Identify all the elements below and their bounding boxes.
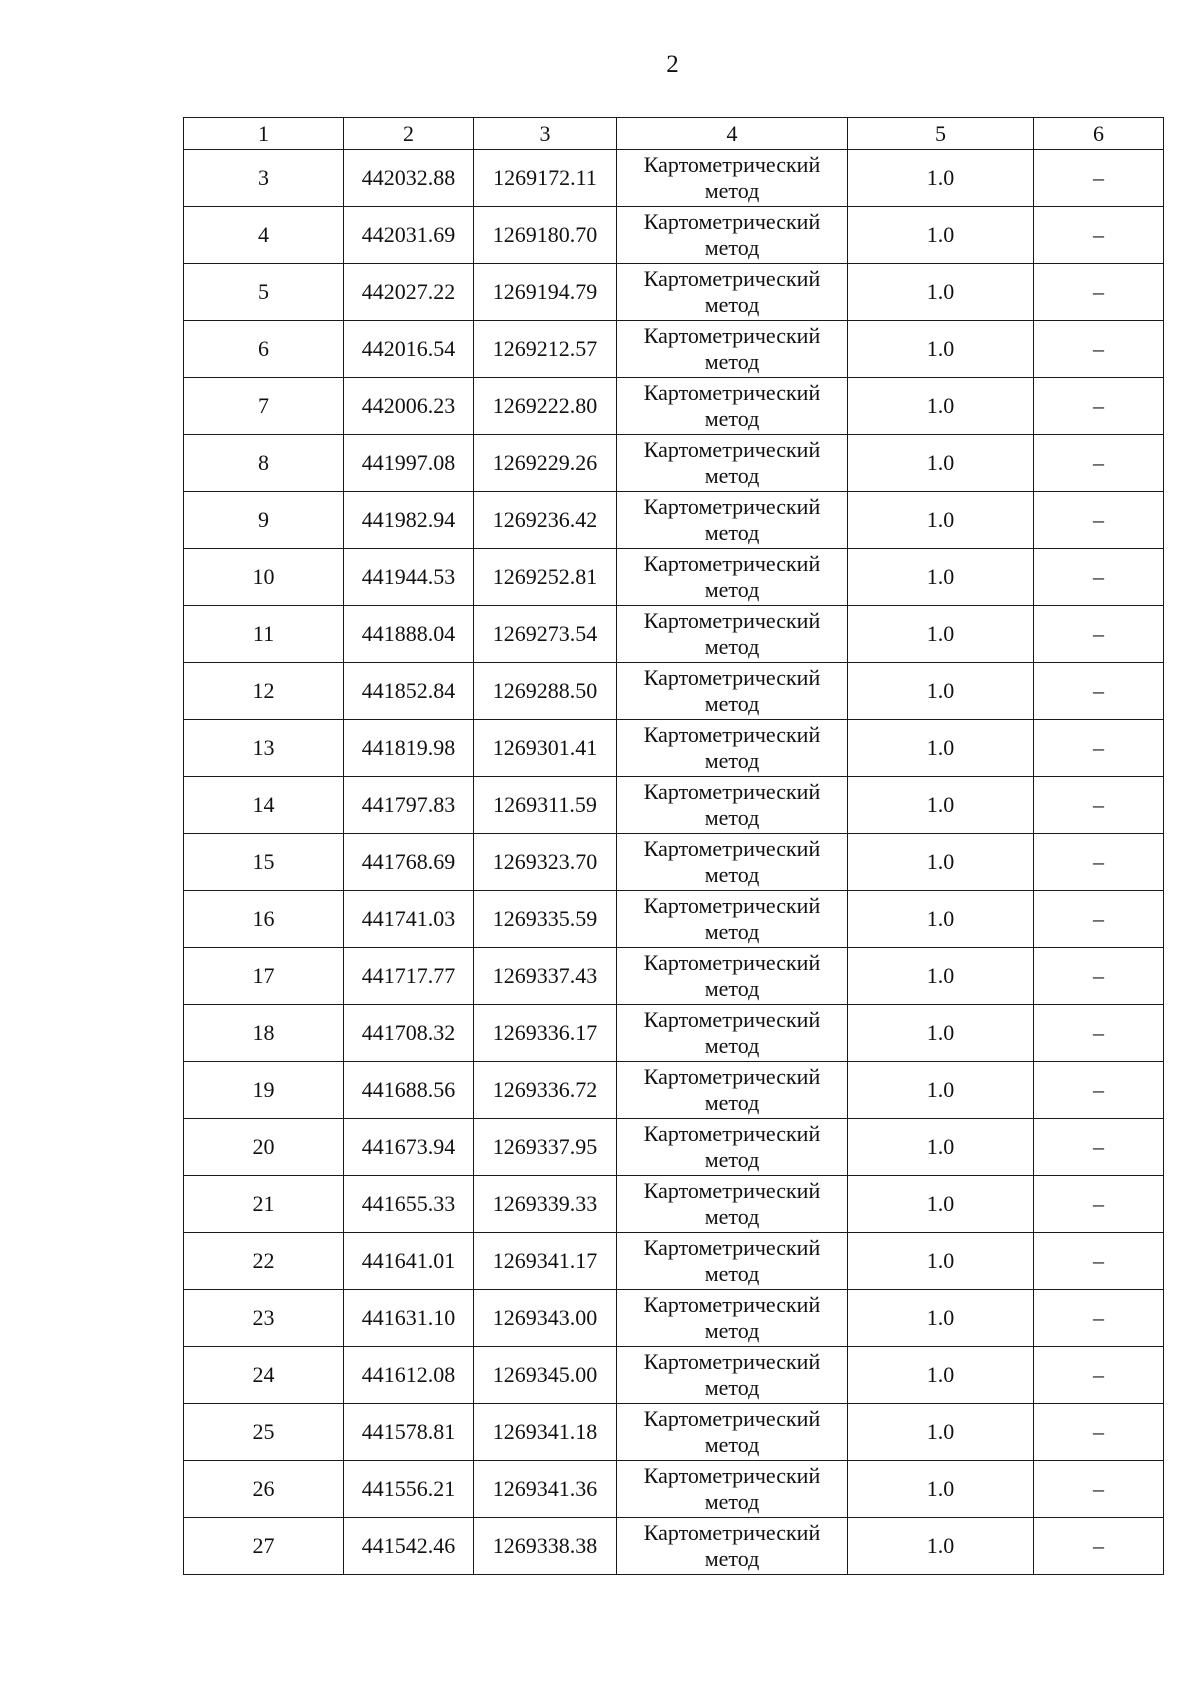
note-cell: –	[1034, 663, 1164, 720]
method-line: Картометрический	[643, 1007, 821, 1032]
y-coordinate-cell: 1269336.72	[474, 1062, 617, 1119]
point-number-cell: 7	[184, 378, 344, 435]
method-cell	[617, 1062, 848, 1119]
point-number-cell: 20	[184, 1119, 344, 1176]
method-line: Картометрический	[643, 1520, 821, 1545]
method-cell	[617, 834, 848, 891]
method-line: метод	[704, 463, 760, 488]
method-line: Картометрический	[643, 266, 821, 291]
note-cell: –	[1034, 606, 1164, 663]
table-row	[184, 777, 1164, 834]
table-row	[184, 207, 1164, 264]
y-coordinate-cell: 1269343.00	[474, 1290, 617, 1347]
accuracy-cell: 1.0	[848, 1290, 1034, 1347]
table-row	[184, 1518, 1164, 1575]
table-row	[184, 1290, 1164, 1347]
point-number-cell: 6	[184, 321, 344, 378]
x-coordinate-cell: 441578.81	[344, 1404, 474, 1461]
x-coordinate-cell: 441556.21	[344, 1461, 474, 1518]
column-header-5: 5	[848, 118, 1034, 150]
note-cell: –	[1034, 1461, 1164, 1518]
x-coordinate-cell: 441612.08	[344, 1347, 474, 1404]
table-row	[184, 435, 1164, 492]
point-number-cell: 22	[184, 1233, 344, 1290]
method-line: Картометрический	[643, 1463, 821, 1488]
method-line: Картометрический	[643, 950, 821, 975]
table-row	[184, 378, 1164, 435]
y-coordinate-cell: 1269337.95	[474, 1119, 617, 1176]
method-cell	[617, 207, 848, 264]
method-line: метод	[704, 1546, 760, 1571]
point-number-cell: 16	[184, 891, 344, 948]
note-cell: –	[1034, 1176, 1164, 1233]
x-coordinate-cell: 441982.94	[344, 492, 474, 549]
table-row	[184, 1404, 1164, 1461]
method-cell	[617, 1518, 848, 1575]
note-cell: –	[1034, 834, 1164, 891]
table-row	[184, 663, 1164, 720]
accuracy-cell: 1.0	[848, 1461, 1034, 1518]
method-line: метод	[704, 1489, 760, 1514]
point-number-cell: 17	[184, 948, 344, 1005]
y-coordinate-cell: 1269339.33	[474, 1176, 617, 1233]
method-cell	[617, 1119, 848, 1176]
point-number-cell: 18	[184, 1005, 344, 1062]
table-row	[184, 948, 1164, 1005]
method-line: метод	[704, 1318, 760, 1343]
accuracy-cell: 1.0	[848, 264, 1034, 321]
note-cell: –	[1034, 1518, 1164, 1575]
x-coordinate-cell: 441542.46	[344, 1518, 474, 1575]
column-header-4: 4	[617, 118, 848, 150]
point-number-cell: 8	[184, 435, 344, 492]
accuracy-cell: 1.0	[848, 150, 1034, 207]
point-number-cell: 23	[184, 1290, 344, 1347]
accuracy-cell: 1.0	[848, 834, 1034, 891]
x-coordinate-cell: 441655.33	[344, 1176, 474, 1233]
note-cell: –	[1034, 321, 1164, 378]
method-line: Картометрический	[643, 1349, 821, 1374]
table-row	[184, 150, 1164, 207]
y-coordinate-cell: 1269273.54	[474, 606, 617, 663]
y-coordinate-cell: 1269222.80	[474, 378, 617, 435]
x-coordinate-cell: 442032.88	[344, 150, 474, 207]
table-row	[184, 1176, 1164, 1233]
accuracy-cell: 1.0	[848, 549, 1034, 606]
accuracy-cell: 1.0	[848, 948, 1034, 1005]
accuracy-cell: 1.0	[848, 1233, 1034, 1290]
method-line: метод	[704, 577, 760, 602]
table-row	[184, 720, 1164, 777]
note-cell: –	[1034, 1290, 1164, 1347]
method-cell	[617, 1290, 848, 1347]
x-coordinate-cell: 441797.83	[344, 777, 474, 834]
x-coordinate-cell: 442027.22	[344, 264, 474, 321]
method-cell	[617, 549, 848, 606]
y-coordinate-cell: 1269194.79	[474, 264, 617, 321]
table-row	[184, 1233, 1164, 1290]
point-number-cell: 13	[184, 720, 344, 777]
method-cell	[617, 321, 848, 378]
method-line: метод	[704, 178, 760, 203]
x-coordinate-cell: 441888.04	[344, 606, 474, 663]
note-cell: –	[1034, 207, 1164, 264]
x-coordinate-cell: 441997.08	[344, 435, 474, 492]
method-cell	[617, 606, 848, 663]
note-cell: –	[1034, 492, 1164, 549]
method-line: метод	[704, 292, 760, 317]
point-number-cell: 25	[184, 1404, 344, 1461]
header-row	[184, 118, 1164, 150]
y-coordinate-cell: 1269172.11	[474, 150, 617, 207]
method-cell	[617, 1347, 848, 1404]
coordinates-table	[183, 117, 1164, 1575]
method-line: Картометрический	[643, 1121, 821, 1146]
point-number-cell: 5	[184, 264, 344, 321]
method-line: метод	[704, 862, 760, 887]
method-line: Картометрический	[643, 152, 821, 177]
y-coordinate-cell: 1269335.59	[474, 891, 617, 948]
method-line: метод	[704, 691, 760, 716]
method-line: метод	[704, 1204, 760, 1229]
method-cell	[617, 1005, 848, 1062]
accuracy-cell: 1.0	[848, 378, 1034, 435]
note-cell: –	[1034, 720, 1164, 777]
method-line: метод	[704, 976, 760, 1001]
accuracy-cell: 1.0	[848, 891, 1034, 948]
note-cell: –	[1034, 549, 1164, 606]
method-line: метод	[704, 349, 760, 374]
note-cell: –	[1034, 264, 1164, 321]
table-row	[184, 834, 1164, 891]
method-line: Картометрический	[643, 1178, 821, 1203]
accuracy-cell: 1.0	[848, 1518, 1034, 1575]
point-number-cell: 11	[184, 606, 344, 663]
method-cell	[617, 1461, 848, 1518]
note-cell: –	[1034, 1119, 1164, 1176]
point-number-cell: 21	[184, 1176, 344, 1233]
method-line: Картометрический	[643, 380, 821, 405]
x-coordinate-cell: 442016.54	[344, 321, 474, 378]
table-row	[184, 891, 1164, 948]
method-line: Картометрический	[643, 665, 821, 690]
method-line: метод	[704, 406, 760, 431]
method-cell	[617, 720, 848, 777]
method-line: метод	[704, 1090, 760, 1115]
column-header-6: 6	[1034, 118, 1164, 150]
note-cell: –	[1034, 1404, 1164, 1461]
x-coordinate-cell: 441631.10	[344, 1290, 474, 1347]
method-line: метод	[704, 1432, 760, 1457]
method-line: Картометрический	[643, 437, 821, 462]
point-number-cell: 3	[184, 150, 344, 207]
point-number-cell: 27	[184, 1518, 344, 1575]
x-coordinate-cell: 441641.01	[344, 1233, 474, 1290]
method-cell	[617, 891, 848, 948]
x-coordinate-cell: 441819.98	[344, 720, 474, 777]
method-cell	[617, 1404, 848, 1461]
method-line: Картометрический	[643, 893, 821, 918]
accuracy-cell: 1.0	[848, 1347, 1034, 1404]
x-coordinate-cell: 441768.69	[344, 834, 474, 891]
x-coordinate-cell: 442006.23	[344, 378, 474, 435]
accuracy-cell: 1.0	[848, 777, 1034, 834]
method-line: метод	[704, 1033, 760, 1058]
accuracy-cell: 1.0	[848, 435, 1034, 492]
y-coordinate-cell: 1269323.70	[474, 834, 617, 891]
accuracy-cell: 1.0	[848, 1119, 1034, 1176]
point-number-cell: 9	[184, 492, 344, 549]
note-cell: –	[1034, 150, 1164, 207]
method-line: Картометрический	[643, 494, 821, 519]
x-coordinate-cell: 441852.84	[344, 663, 474, 720]
method-cell	[617, 1233, 848, 1290]
note-cell: –	[1034, 1347, 1164, 1404]
method-cell	[617, 492, 848, 549]
method-line: метод	[704, 1261, 760, 1286]
table-header	[184, 118, 1164, 150]
point-number-cell: 19	[184, 1062, 344, 1119]
note-cell: –	[1034, 378, 1164, 435]
accuracy-cell: 1.0	[848, 1404, 1034, 1461]
column-header-2: 2	[344, 118, 474, 150]
accuracy-cell: 1.0	[848, 492, 1034, 549]
method-cell	[617, 378, 848, 435]
method-cell	[617, 150, 848, 207]
point-number-cell: 12	[184, 663, 344, 720]
point-number-cell: 10	[184, 549, 344, 606]
method-line: Картометрический	[643, 1406, 821, 1431]
method-line: Картометрический	[643, 1235, 821, 1260]
accuracy-cell: 1.0	[848, 1176, 1034, 1233]
accuracy-cell: 1.0	[848, 207, 1034, 264]
method-line: метод	[704, 1147, 760, 1172]
accuracy-cell: 1.0	[848, 1005, 1034, 1062]
note-cell: –	[1034, 891, 1164, 948]
table-row	[184, 1005, 1164, 1062]
y-coordinate-cell: 1269311.59	[474, 777, 617, 834]
table-row	[184, 264, 1164, 321]
table-row	[184, 1119, 1164, 1176]
accuracy-cell: 1.0	[848, 663, 1034, 720]
y-coordinate-cell: 1269288.50	[474, 663, 617, 720]
note-cell: –	[1034, 435, 1164, 492]
note-cell: –	[1034, 1233, 1164, 1290]
x-coordinate-cell: 442031.69	[344, 207, 474, 264]
x-coordinate-cell: 441688.56	[344, 1062, 474, 1119]
y-coordinate-cell: 1269236.42	[474, 492, 617, 549]
method-line: метод	[704, 1375, 760, 1400]
method-line: Картометрический	[643, 608, 821, 633]
table-row	[184, 1461, 1164, 1518]
table-body	[184, 150, 1164, 1575]
note-cell: –	[1034, 777, 1164, 834]
accuracy-cell: 1.0	[848, 321, 1034, 378]
method-cell	[617, 1176, 848, 1233]
method-cell	[617, 264, 848, 321]
x-coordinate-cell: 441708.32	[344, 1005, 474, 1062]
point-number-cell: 26	[184, 1461, 344, 1518]
method-cell	[617, 663, 848, 720]
y-coordinate-cell: 1269341.18	[474, 1404, 617, 1461]
y-coordinate-cell: 1269212.57	[474, 321, 617, 378]
note-cell: –	[1034, 1005, 1164, 1062]
method-line: метод	[704, 634, 760, 659]
x-coordinate-cell: 441673.94	[344, 1119, 474, 1176]
point-number-cell: 15	[184, 834, 344, 891]
accuracy-cell: 1.0	[848, 1062, 1034, 1119]
method-line: Картометрический	[643, 323, 821, 348]
x-coordinate-cell: 441944.53	[344, 549, 474, 606]
method-line: Картометрический	[643, 1292, 821, 1317]
y-coordinate-cell: 1269252.81	[474, 549, 617, 606]
table-row	[184, 492, 1164, 549]
x-coordinate-cell: 441717.77	[344, 948, 474, 1005]
table-row	[184, 1062, 1164, 1119]
method-line: метод	[704, 520, 760, 545]
point-number-cell: 4	[184, 207, 344, 264]
y-coordinate-cell: 1269229.26	[474, 435, 617, 492]
y-coordinate-cell: 1269337.43	[474, 948, 617, 1005]
method-line: Картометрический	[643, 551, 821, 576]
method-cell	[617, 948, 848, 1005]
page-number: 2	[666, 51, 679, 78]
table-row	[184, 549, 1164, 606]
table-row	[184, 1347, 1164, 1404]
method-line: Картометрический	[643, 779, 821, 804]
method-cell	[617, 777, 848, 834]
method-line: метод	[704, 919, 760, 944]
table-row	[184, 321, 1164, 378]
point-number-cell: 14	[184, 777, 344, 834]
column-header-1: 1	[184, 118, 344, 150]
method-line: метод	[704, 748, 760, 773]
note-cell: –	[1034, 948, 1164, 1005]
y-coordinate-cell: 1269345.00	[474, 1347, 617, 1404]
y-coordinate-cell: 1269338.38	[474, 1518, 617, 1575]
method-line: метод	[704, 805, 760, 830]
x-coordinate-cell: 441741.03	[344, 891, 474, 948]
y-coordinate-cell: 1269301.41	[474, 720, 617, 777]
method-line: Картометрический	[643, 836, 821, 861]
method-line: Картометрический	[643, 209, 821, 234]
method-line: Картометрический	[643, 722, 821, 747]
note-cell: –	[1034, 1062, 1164, 1119]
accuracy-cell: 1.0	[848, 720, 1034, 777]
table-row	[184, 606, 1164, 663]
y-coordinate-cell: 1269341.36	[474, 1461, 617, 1518]
column-header-3: 3	[474, 118, 617, 150]
method-line: метод	[704, 235, 760, 260]
method-cell	[617, 435, 848, 492]
point-number-cell: 24	[184, 1347, 344, 1404]
accuracy-cell: 1.0	[848, 606, 1034, 663]
method-line: Картометрический	[643, 1064, 821, 1089]
y-coordinate-cell: 1269180.70	[474, 207, 617, 264]
y-coordinate-cell: 1269336.17	[474, 1005, 617, 1062]
y-coordinate-cell: 1269341.17	[474, 1233, 617, 1290]
